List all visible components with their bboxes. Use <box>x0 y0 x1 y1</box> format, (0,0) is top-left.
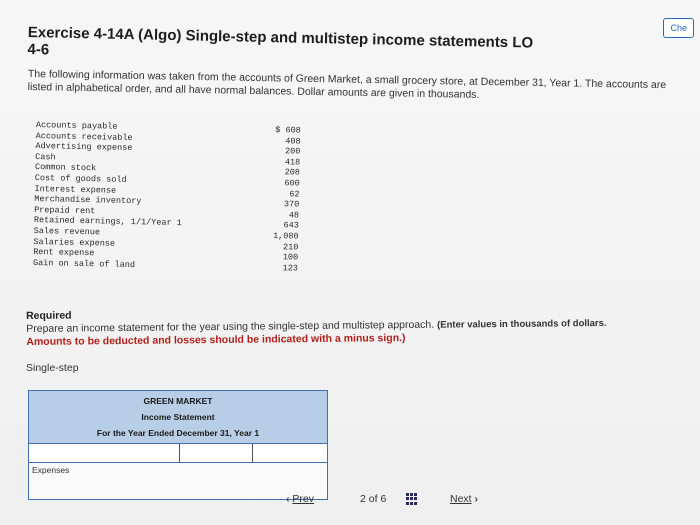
account-amount: 1,080 <box>273 230 299 242</box>
account-name: Retained earnings, 1/1/Year 1 <box>33 215 182 229</box>
account-name: Common stock <box>34 162 97 174</box>
income-statement-table <box>28 390 328 500</box>
account-amount: 48 <box>288 210 300 221</box>
account-name: Prepaid rent <box>34 204 96 217</box>
page-sep: of <box>368 493 378 505</box>
account-name: Accounts receivable <box>35 130 133 143</box>
account-amount: 208 <box>284 167 301 178</box>
required-emphasis: (Enter values in thousands of dollars. <box>437 317 607 331</box>
statement-period: For the Year Ended December 31, Year 1 <box>96 428 260 438</box>
next-label: Next <box>450 493 472 505</box>
required-text: Prepare an income statement for the year using the single-step and multistep approach. <box>26 318 435 335</box>
accounts-list <box>33 120 301 274</box>
chevron-left-icon: ‹ <box>286 493 290 505</box>
required-minus-note: Amounts to be deducted and losses should be indicated with a minus sign.) <box>26 332 406 348</box>
statement-name: Income Statement <box>141 412 215 422</box>
next-button[interactable] <box>450 493 478 505</box>
prev-button[interactable] <box>286 493 314 505</box>
account-name-input[interactable] <box>29 444 180 462</box>
company-name: GREEN MARKET <box>143 396 213 406</box>
amount-input[interactable] <box>180 444 253 462</box>
account-name: Interest expense <box>34 183 117 196</box>
required-section <box>26 303 686 349</box>
exercise-title: Exercise 4-14A (Algo) Single-step and multistep income statements LO 4-6 <box>27 24 534 59</box>
grid-icon[interactable] <box>406 493 418 505</box>
required-heading: Required <box>26 309 72 322</box>
account-amount: 210 <box>282 241 299 253</box>
expenses-label: Expenses <box>32 465 70 475</box>
page-indicator <box>360 493 386 505</box>
intro-paragraph: The following information was taken from the accounts of Green Market, a small grocery store, at December 31, Year 1. The accounts are listed in alphabetical order, and all have normal balances. Dollar amounts are given in thousands. <box>27 68 667 101</box>
total-input[interactable] <box>253 444 327 462</box>
account-amount: 200 <box>284 146 301 157</box>
account-name: Merchandise inventory <box>34 194 142 207</box>
page-total: 6 <box>380 493 387 505</box>
statement-header <box>29 391 327 443</box>
account-amount: 62 <box>289 188 300 200</box>
check-my-work-button[interactable]: Che <box>663 18 694 38</box>
chevron-right-icon: › <box>474 493 479 505</box>
account-name: Accounts payable <box>35 120 118 132</box>
statement-input-row <box>29 443 327 463</box>
account-amount: 418 <box>284 157 301 168</box>
account-amount: $ 608 <box>275 125 301 136</box>
account-amount: 100 <box>282 252 299 263</box>
account-name: Salaries expense <box>33 236 116 249</box>
account-name: Cost of goods sold <box>34 172 127 185</box>
account-amount: 600 <box>284 178 300 189</box>
account-name: Advertising expense <box>35 141 133 154</box>
account-amount: 408 <box>285 135 301 147</box>
account-amount: 643 <box>283 220 299 231</box>
account-amount: 370 <box>283 199 300 210</box>
pagination <box>286 490 506 510</box>
tab-single-step[interactable]: Single-step <box>26 362 79 374</box>
account-amount: 123 <box>282 262 299 274</box>
account-name: Rent expense <box>33 247 95 259</box>
account-name: Cash <box>35 151 56 163</box>
account-name: Sales revenue <box>33 225 101 238</box>
prev-label: Prev <box>292 493 315 505</box>
account-name: Gain on sale of land <box>32 257 136 270</box>
page-current: 2 <box>360 493 366 505</box>
